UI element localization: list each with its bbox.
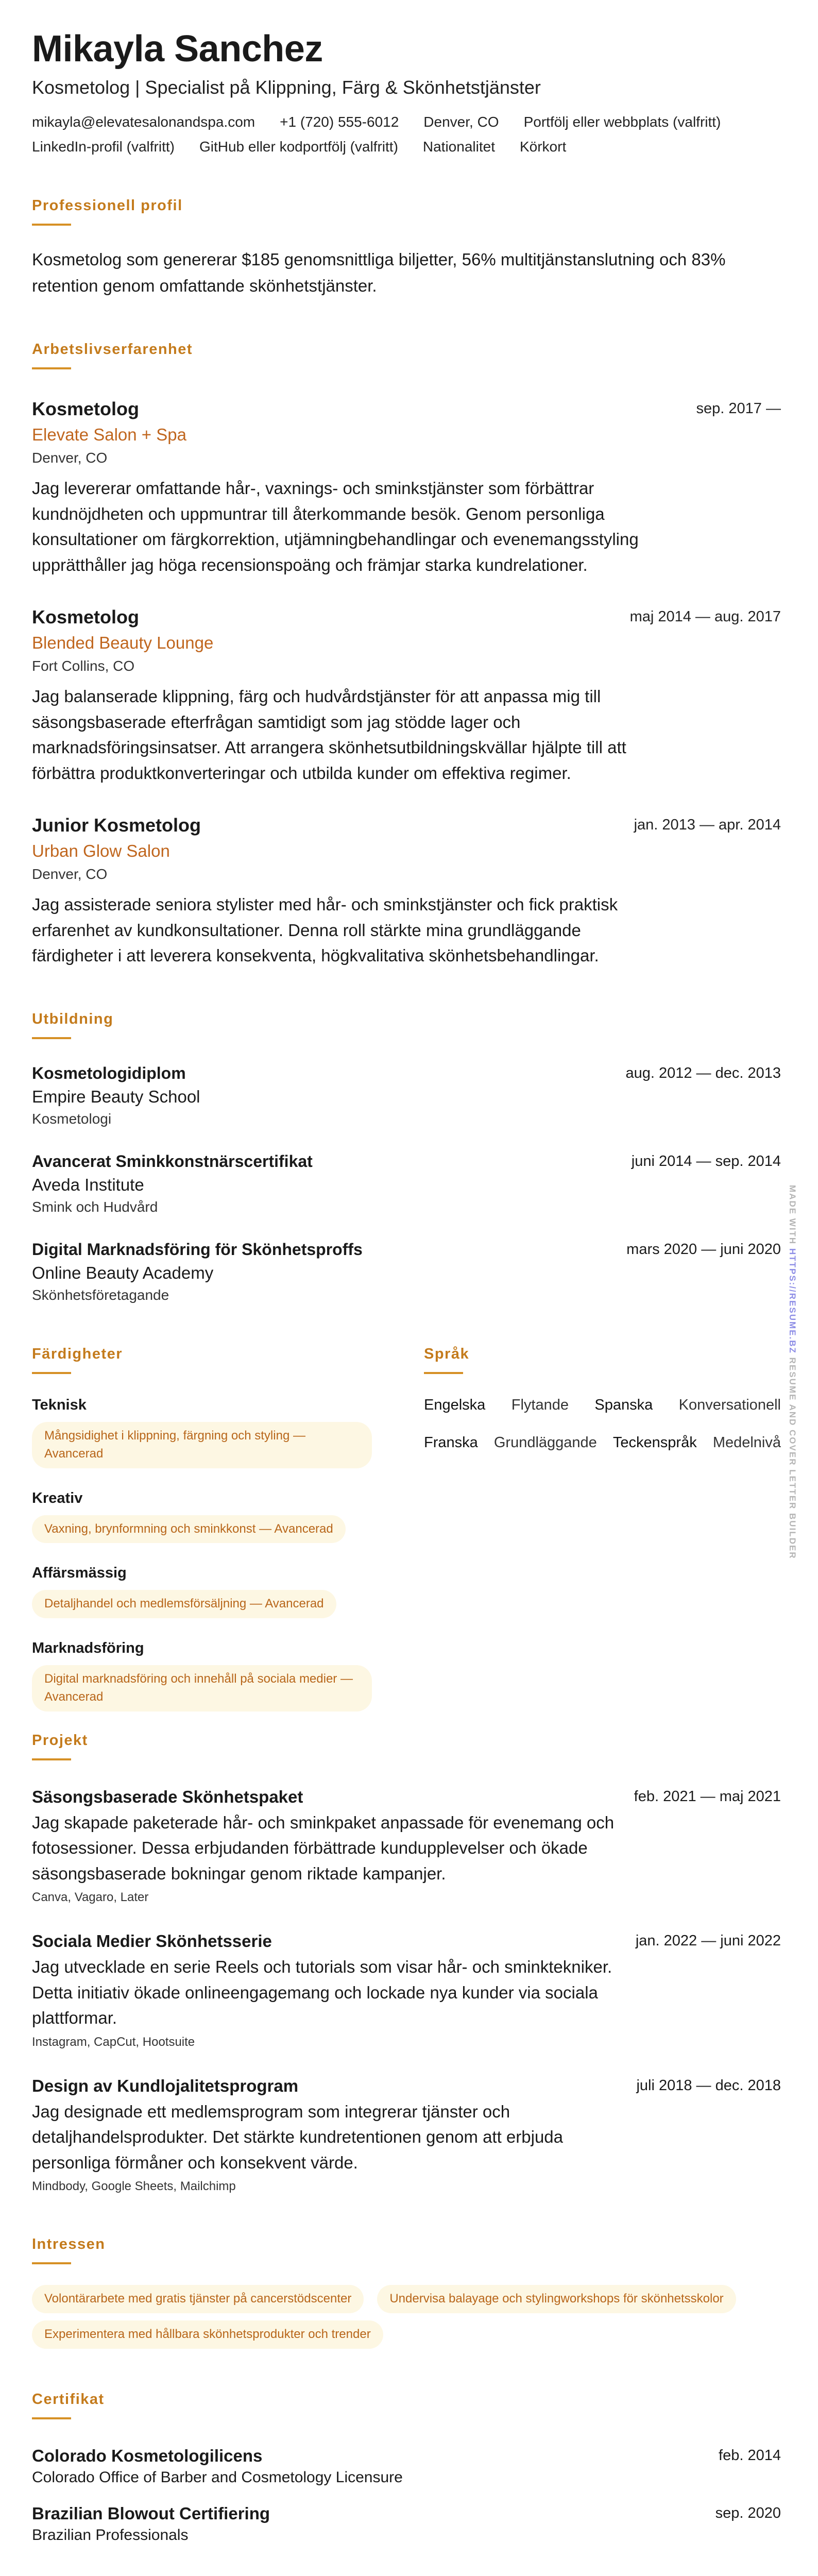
job-location: Denver, CO [32,450,108,466]
section-title-skills: Färdigheter [32,1345,123,1362]
language-name: Spanska [594,1396,653,1413]
project-tools: Mindbody, Google Sheets, Mailchimp [32,2179,236,2194]
resume-page [32,29,781,2544]
education-date: mars 2020 — juni 2020 [626,1241,781,1258]
education-entry [32,1064,781,1127]
section-divider [32,367,71,369]
job-title: Kosmetolog [32,398,140,420]
certificate-issuer: Colorado Office of Barber and Cosmetology Licensure [32,2469,403,2486]
job-entry [32,606,781,786]
project-entry [32,1931,781,2049]
skill-tag: Detaljhandel och medlemsförsäljning — Avancerad [32,1590,336,1618]
language-level: Grundläggande [493,1434,597,1451]
project-date: feb. 2021 — maj 2021 [634,1788,781,1805]
education-date: aug. 2012 — dec. 2013 [625,1064,781,1081]
builder-watermark [787,1185,797,1560]
contact-license: Körkort [519,139,567,155]
job-date: sep. 2017 — [696,400,781,417]
contact-phone[interactable]: +1 (720) 555-6012 [280,114,399,130]
section-divider [32,1037,71,1039]
skill-category: Marknadsföring [32,1640,144,1657]
education-school: Online Beauty Academy [32,1263,214,1282]
job-description: Jag balanserade klippning, färg och hudvårdstjänster för att anpassa mig till säsongsbaserade efterfrågan samtidigt som jag stödde lager och marknadsföringsinsatser. Att arrangera skönhetsutbildningskvällar hjälpte till att förbättra produktkonverteringar och utbilda kunder om effektiva regimer. [32,687,626,783]
education-school: Aveda Institute [32,1175,144,1194]
job-date: maj 2014 — aug. 2017 [629,608,781,625]
watermark-suffix: RESUME AND COVER LETTER BUILDER [788,1357,797,1560]
contact-linkedin[interactable]: LinkedIn-profil (valfritt) [32,139,175,155]
watermark-link[interactable]: HTTPS://RESUME.BZ [788,1248,797,1354]
contact-github[interactable]: GitHub eller kodportfölj (valfritt) [199,139,398,155]
language-level: Medelnivå [712,1434,781,1451]
job-date: jan. 2013 — apr. 2014 [634,817,781,834]
language-row [424,1397,781,1414]
project-date: juli 2018 — dec. 2018 [636,2077,781,2094]
project-title: Sociala Medier Skönhetsserie [32,1931,272,1951]
education-school: Empire Beauty School [32,1087,200,1106]
candidate-name: Mikayla Sanchez [32,28,323,70]
language-level: Flytande [511,1396,569,1413]
skill-category: Affärsmässig [32,1565,127,1582]
job-title: Junior Kosmetolog [32,815,201,836]
section-divider [424,1372,463,1374]
job-company: Urban Glow Salon [32,841,170,861]
profile-summary: Kosmetolog som genererar $185 genomsnittliga biljetter, 56% multitjänstanslutning och 83% retention genom omfattande skönhetstjänster. [32,250,726,296]
skill-tag: Mångsidighet i klippning, färgning och styling — Avancerad [32,1422,372,1468]
skill-tag: Vaxning, brynformning och sminkkonst — Avancerad [32,1515,346,1544]
interest-list [32,2285,781,2349]
certificate-issuer: Brazilian Professionals [32,2527,189,2544]
interest-tag: Experimentera med hållbara skönhetsprodukter och trender [32,2320,383,2349]
section-title-profile: Professionell profil [32,197,183,214]
section-title-interests: Intressen [32,2236,106,2253]
job-title: Kosmetolog [32,606,140,628]
language-level: Konversationell [678,1396,781,1413]
job-company: Blended Beauty Lounge [32,633,214,653]
language-name: Franska [424,1434,478,1451]
skill-category: Kreativ [32,1489,83,1506]
certificate-date: feb. 2014 [719,2447,781,2464]
education-entry [32,1152,781,1215]
languages-column [424,1303,781,1451]
skill-category: Teknisk [32,1396,87,1413]
contact-nationality: Nationalitet [422,139,495,155]
education-degree: Avancerat Sminkkonstnärscertifikat [32,1151,313,1171]
contact-portfolio[interactable]: Portfölj eller webbplats (valfritt) [523,114,721,130]
project-entry [32,2076,781,2194]
job-location: Denver, CO [32,866,108,883]
project-description: Jag utvecklade en serie Reels och tutorials som visar hår- och sminktekniker. Detta initiativ ökade onlineengagemang och lockade nya kunder via sociala plattformar. [32,1957,612,2028]
job-location: Fort Collins, CO [32,658,135,674]
language-name: Engelska [424,1396,486,1413]
section-divider [32,2262,71,2264]
section-title-education: Utbildning [32,1010,114,1027]
job-description: Jag assisterade seniora stylister med hår- och sminkstjänster och fick praktisk erfarenhet av kundkonsultationer. Denna roll stärkte mina grundläggande färdigheter i att leverera konsekventa, högkvalitativa skönhetsbehandlingar. [32,895,618,965]
contact-location: Denver, CO [423,114,499,130]
education-field: Smink och Hudvård [32,1198,158,1215]
job-company: Elevate Salon + Spa [32,425,186,445]
interest-tag: Volontärarbete med gratis tjänster på cancerstödscenter [32,2285,364,2313]
section-divider [32,2417,71,2419]
language-name: Teckenspråk [612,1434,697,1451]
skills-languages-row [32,1303,781,1726]
skills-column [32,1303,393,1711]
certificate-date: sep. 2020 [715,2505,781,2522]
language-row [424,1434,781,1451]
certificate-entry [32,2504,781,2544]
job-entry [32,398,781,578]
education-date: juni 2014 — sep. 2014 [631,1153,781,1170]
job-entry [32,815,781,969]
skill-tag: Digital marknadsföring och innehåll på sociala medier — Avancerad [32,1665,372,1711]
education-degree: Kosmetologidiplom [32,1063,186,1082]
section-divider [32,1372,71,1374]
section-divider [32,1758,71,1760]
project-entry [32,1787,781,1905]
watermark-prefix: MADE WITH [788,1185,797,1245]
certificate-name: Brazilian Blowout Certifiering [32,2504,270,2523]
section-title-experience: Arbetslivserfarenhet [32,341,193,358]
contact-email[interactable]: mikayla@elevatesalonandspa.com [32,114,255,130]
project-tools: Instagram, CapCut, Hootsuite [32,2035,195,2049]
education-field: Kosmetologi [32,1110,112,1127]
education-entry [32,1240,781,1303]
project-description: Jag skapade paketerade hår- och sminkpaket anpassade för evenemang och fotosessioner. Dessa erbjudanden förbättrade kundupplevelser och ökade säsongsbaserade bokningar genom riktade kampanjer. [32,1812,615,1883]
certificate-name: Colorado Kosmetologilicens [32,2446,263,2466]
candidate-subtitle: Kosmetolog | Specialist på Klippning, Färg & Skönhetstjänster [32,77,541,98]
project-description: Jag designade ett medlemsprogram som integrerar tjänster och detaljhandelsprodukter. Det stärkte kundretentionen genom att erbjuda personliga förmåner och konsekvent värde. [32,2102,564,2172]
contact-list [32,114,794,155]
job-description: Jag levererar omfattande hår-, vaxnings- och sminkstjänster som förbättrar kundnöjdheten och uppmuntrar till återkommande besök. Genom personliga konsultationer om färgkorrektion, utjämningbehandlingar och evenemangsstyling upprätthåller jag höga recensionspoäng och främjar starka kundrelationer. [32,479,639,574]
project-title: Design av Kundlojalitetsprogram [32,2076,299,2095]
education-degree: Digital Marknadsföring för Skönhetsproffs [32,1240,363,1259]
education-field: Skönhetsföretagande [32,1286,169,1303]
interest-tag: Undervisa balayage och stylingworkshops för skönhetsskolor [377,2285,736,2313]
section-divider [32,224,71,226]
section-title-languages: Språk [424,1345,470,1362]
section-title-projects: Projekt [32,1732,88,1749]
project-tools: Canva, Vagaro, Later [32,1890,149,1905]
section-title-certificates: Certifikat [32,2391,105,2408]
project-date: jan. 2022 — juni 2022 [635,1933,781,1950]
project-title: Säsongsbaserade Skönhetspaket [32,1787,303,1806]
certificate-entry [32,2446,781,2486]
